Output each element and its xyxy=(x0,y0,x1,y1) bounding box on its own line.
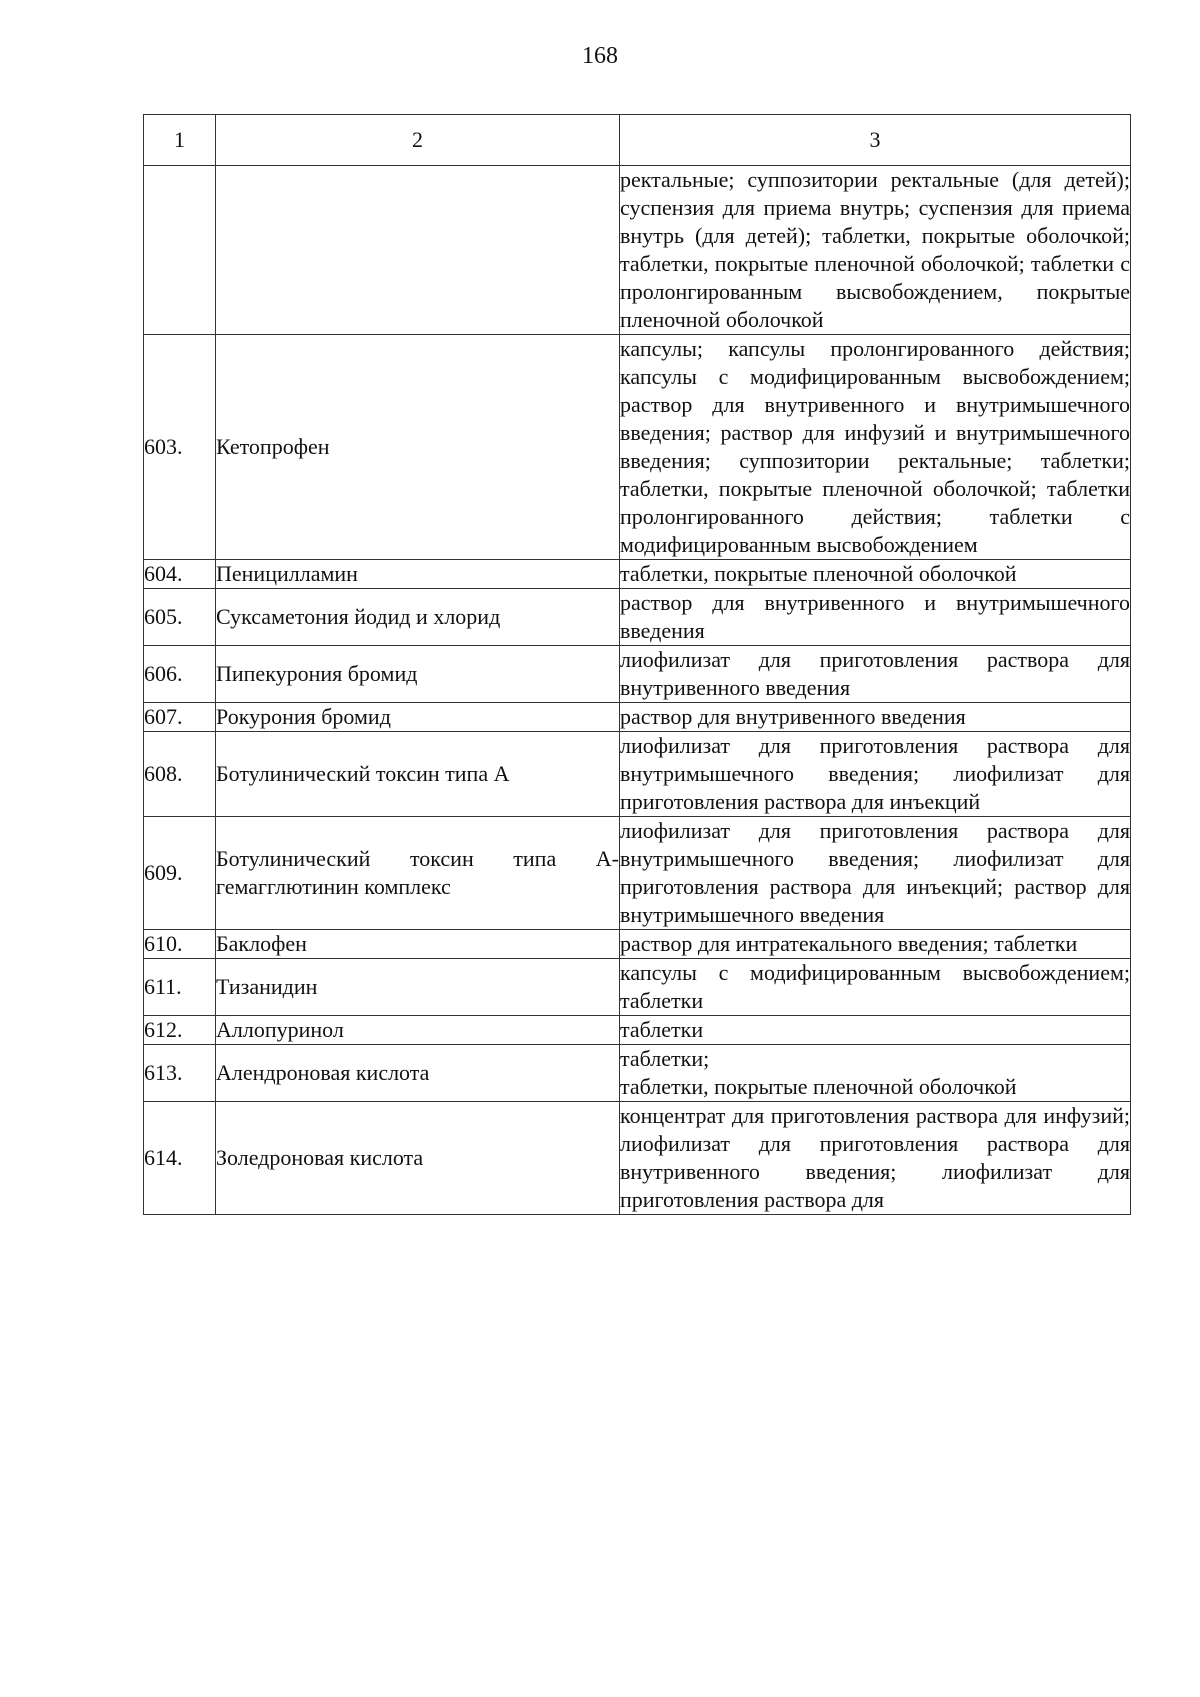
row-number: 613. xyxy=(144,1045,216,1102)
drug-name: Суксаметония йодид и хлорид xyxy=(216,589,620,646)
dosage-forms xyxy=(620,166,1131,335)
table-row xyxy=(144,703,1131,732)
row-number: 603. xyxy=(144,335,216,560)
dosage-forms xyxy=(620,589,1131,646)
table-row xyxy=(144,1016,1131,1045)
drug-name: Тизанидин xyxy=(216,959,620,1016)
row-number: 612. xyxy=(144,1016,216,1045)
table-header-row xyxy=(144,115,1131,166)
row-number: 608. xyxy=(144,732,216,817)
dosage-form-line: таблетки, покрытые пленочной оболочкой xyxy=(620,1074,1017,1099)
drug-name: Рокурония бромид xyxy=(216,703,620,732)
dosage-forms xyxy=(620,1045,1131,1102)
dosage-forms xyxy=(620,646,1131,703)
row-number: 610. xyxy=(144,930,216,959)
row-number: 607. xyxy=(144,703,216,732)
header-cell-2: 2 xyxy=(216,115,620,166)
table-row xyxy=(144,166,1131,335)
table-row xyxy=(144,817,1131,930)
dosage-forms xyxy=(620,930,1131,959)
dosage-forms xyxy=(620,560,1131,589)
table-row xyxy=(144,732,1131,817)
table-row xyxy=(144,589,1131,646)
row-number xyxy=(144,166,216,335)
page-number: 168 xyxy=(582,43,618,69)
dosage-form-line: лиофилизат для приготовления раствора для внутримышечного введения; лиофилизат для приготовления раствора для инъекций xyxy=(620,733,1130,814)
dosage-form-line: таблетки, покрытые пленочной оболочкой xyxy=(620,561,1017,586)
dosage-form-line: капсулы с модифицированным высвобождением; таблетки xyxy=(620,960,1130,1013)
row-number: 604. xyxy=(144,560,216,589)
table-row xyxy=(144,560,1131,589)
drug-name: Золедроновая кислота xyxy=(216,1102,620,1215)
table-row xyxy=(144,1045,1131,1102)
dosage-forms xyxy=(620,959,1131,1016)
drug-name: Аллопуринол xyxy=(216,1016,620,1045)
drug-name xyxy=(216,166,620,335)
dosage-form-line: лиофилизат для приготовления раствора для внутримышечного введения; лиофилизат для приготовления раствора для инъекций; раствор для внутримышечного введения xyxy=(620,818,1130,927)
dosage-forms xyxy=(620,335,1131,560)
drug-table xyxy=(143,114,1131,1215)
row-number: 605. xyxy=(144,589,216,646)
drug-name: Алендроновая кислота xyxy=(216,1045,620,1102)
dosage-forms xyxy=(620,817,1131,930)
drug-name: Пеницилламин xyxy=(216,560,620,589)
dosage-forms xyxy=(620,703,1131,732)
dosage-form-line: капсулы; капсулы пролонгированного действия; капсулы с модифицированным высвобождением; раствор для внутривенного и внутримышечного введения; раствор для инфузий и внутримышечного введения; суппозитории ректальные; таблетки; таблетки, покрытые пленочной оболочкой; таблетки пролонгированного действия; таблетки с модифицированным высвобождением xyxy=(620,336,1130,557)
dosage-form-line: таблетки xyxy=(620,1017,704,1042)
header-cell-3: 3 xyxy=(620,115,1131,166)
drug-name: Кетопрофен xyxy=(216,335,620,560)
drug-name: Ботулинический токсин типа А xyxy=(216,732,620,817)
table-row xyxy=(144,335,1131,560)
dosage-form-line: раствор для внутривенного введения xyxy=(620,704,966,729)
dosage-form-line: раствор для внутривенного и внутримышечного введения xyxy=(620,590,1130,643)
drug-name: Баклофен xyxy=(216,930,620,959)
dosage-form-line: таблетки; xyxy=(620,1046,710,1071)
drug-name: Пипекурония бромид xyxy=(216,646,620,703)
row-number: 609. xyxy=(144,817,216,930)
dosage-form-line: концентрат для приготовления раствора для инфузий; лиофилизат для приготовления раствора для внутривенного введения; лиофилизат для приготовления раствора для xyxy=(620,1103,1130,1212)
dosage-form-line: лиофилизат для приготовления раствора для внутривенного введения xyxy=(620,647,1130,700)
dosage-forms xyxy=(620,1016,1131,1045)
table-row xyxy=(144,930,1131,959)
row-number: 611. xyxy=(144,959,216,1016)
row-number: 614. xyxy=(144,1102,216,1215)
table-row xyxy=(144,1102,1131,1215)
row-number: 606. xyxy=(144,646,216,703)
header-cell-1: 1 xyxy=(144,115,216,166)
dosage-form-line: раствор для интратекального введения; таблетки xyxy=(620,931,1078,956)
dosage-form-line: ректальные; суппозитории ректальные (для детей); суспензия для приема внутрь; суспензия для приема внутрь (для детей); таблетки, покрытые оболочкой; таблетки, покрытые пленочной оболочкой; таблетки с пролонгированным высвобождением, покрытые пленочной оболочкой xyxy=(620,167,1130,332)
dosage-forms xyxy=(620,732,1131,817)
table-row xyxy=(144,959,1131,1016)
dosage-forms xyxy=(620,1102,1131,1215)
drug-name: Ботулинический токсин типа А-гемагглютинин комплекс xyxy=(216,817,620,930)
table-row xyxy=(144,646,1131,703)
